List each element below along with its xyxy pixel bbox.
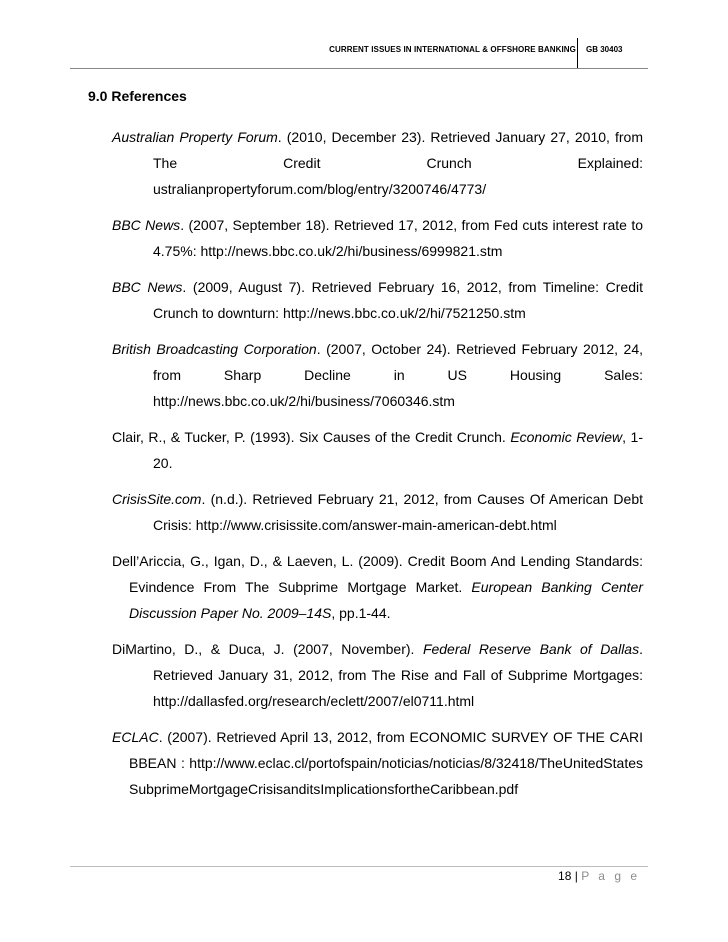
- reference-source: Australian Property Forum: [112, 129, 278, 145]
- reference-text-end: . Retrieved January 31, 2012, from The Rise and Fall of Subprime Mortgages: http://dallasfed.org/research/eclett/2007/el0711.html: [153, 641, 643, 709]
- reference-item: [112, 274, 643, 326]
- reference-text: DiMartino, D., & Duca, J. (2007, November).: [112, 641, 423, 657]
- reference-journal: European Banking Center Discussion Paper No. 2009–14S: [129, 579, 643, 621]
- reference-item: [112, 486, 643, 538]
- header-course-code: GB 30403: [586, 45, 623, 54]
- reference-text: Dell’Ariccia, G., Igan, D., & Laeven, L. (2009). Credit Boom And Lending Standards: Evindence From The Subprime Mortgage Market.: [112, 553, 643, 595]
- page-footer: [558, 869, 640, 883]
- reference-source: ECLAC: [112, 729, 159, 745]
- reference-text: . (2007). Retrieved April 13, 2012, from ECONOMIC SURVEY OF THE CARIBBEAN : http://www.eclac.cl/portofspain/noticias/noticias/8/32418/TheUnitedStatesSubprimeMortgageCrisisanditsImplicationsfortheCaribbean.pdf: [129, 729, 643, 797]
- reference-text: . (2009, August 7). Retrieved February 16, 2012, from Timeline: Credit Crunch to downturn: http://news.bbc.co.uk/2/hi/7521250.stm: [153, 279, 643, 321]
- reference-text-end: , pp.1-44.: [331, 605, 391, 621]
- reference-item: [112, 424, 643, 476]
- reference-source: BBC News: [112, 217, 181, 233]
- reference-journal: Economic Review: [510, 429, 623, 445]
- reference-text: . (2010, December 23). Retrieved January 27, 2010, from The Credit Crunch Explained: ustralianpropertyforum.com/blog/entry/3200746/4773/: [153, 129, 643, 197]
- reference-item: [112, 724, 643, 802]
- header-title: CURRENT ISSUES IN INTERNATIONAL & OFFSHORE BANKING: [329, 45, 576, 54]
- reference-item: [112, 636, 643, 714]
- reference-text: . (2007, October 24). Retrieved February 2012, 24, from Sharp Decline in US Housing Sales: http://news.bbc.co.uk/2/hi/business/7060346.stm: [153, 341, 643, 409]
- header-divider: [577, 38, 578, 68]
- section-heading: 9.0 References: [88, 88, 187, 104]
- reference-item: [112, 212, 643, 264]
- page-header: [0, 0, 728, 70]
- header-rule: [70, 68, 648, 69]
- reference-text-end: , 1-20.: [153, 429, 643, 471]
- footer-separator: |: [574, 869, 578, 883]
- reference-source: CrisisSite.com: [112, 491, 202, 507]
- reference-text: Clair, R., & Tucker, P. (1993). Six Causes of the Credit Crunch.: [112, 429, 511, 445]
- reference-list: [112, 124, 643, 812]
- reference-source: British Broadcasting Corporation: [112, 341, 317, 357]
- page-number: 18: [558, 869, 572, 883]
- reference-text: . (2007, September 18). Retrieved 17, 2012, from Fed cuts interest rate to 4.75%: http://news.bbc.co.uk/2/hi/business/6999821.stm: [153, 217, 643, 259]
- reference-item: [112, 336, 643, 414]
- reference-text: . (n.d.). Retrieved February 21, 2012, from Causes Of American Debt Crisis: http://www.crisissite.com/answer-main-american-debt.html: [153, 491, 643, 533]
- reference-source: BBC News: [112, 279, 183, 295]
- reference-item: [112, 124, 643, 202]
- reference-source: Federal Reserve Bank of Dallas: [422, 641, 640, 657]
- footer-rule: [70, 866, 648, 867]
- reference-item: [112, 548, 643, 626]
- page-label: P a g e: [581, 869, 640, 883]
